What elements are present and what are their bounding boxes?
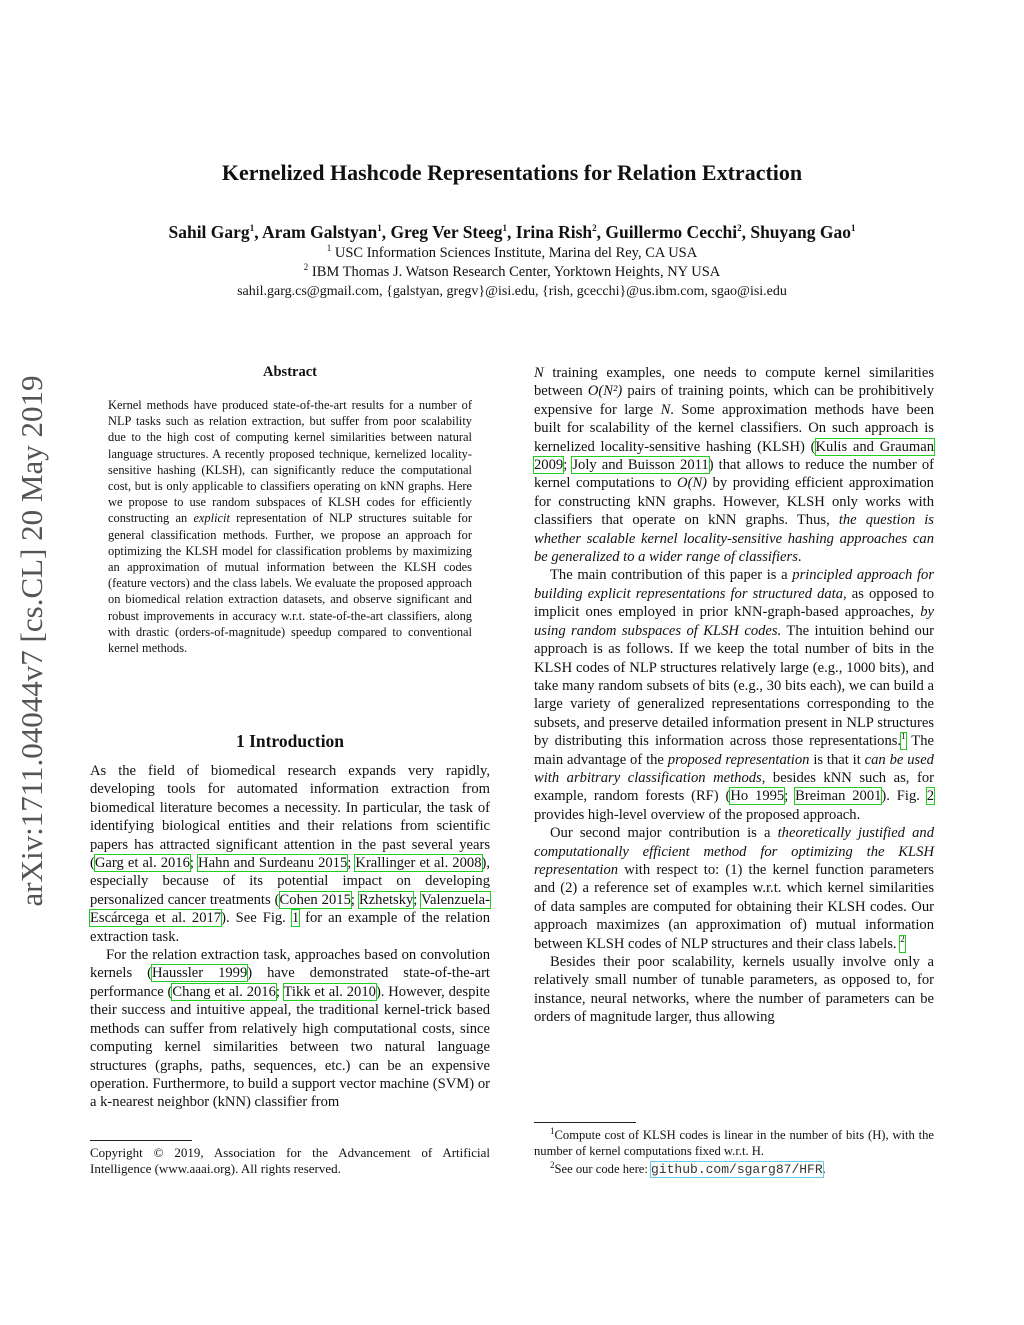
citation-link[interactable]: Krallinger et al. 2008 <box>355 855 482 872</box>
footnote-link[interactable] <box>900 933 905 952</box>
abstract-body <box>108 397 472 656</box>
footnote-number: 1 <box>550 1125 555 1136</box>
footnote-1 <box>534 1127 934 1159</box>
affiliation-mark: 1 <box>377 223 382 234</box>
footnote-text: Compute cost of KLSH codes is linear in the number of bits (H), with the number of kernel computations fixed w.r.t. H. <box>534 1128 934 1158</box>
citation-separator: ; <box>413 891 422 908</box>
author-name: Sahil Garg <box>168 222 250 242</box>
math-expression: O(N) <box>677 475 708 492</box>
footnote-2 <box>534 1161 934 1178</box>
author-list <box>0 222 1024 243</box>
footnote-rule <box>90 1140 192 1141</box>
section-heading-introduction: 1 Introduction <box>235 731 345 751</box>
affiliation-2 <box>0 264 1024 281</box>
emphasis-text: principled approach for building explicit representations for structured data <box>534 567 934 602</box>
author-separator: , <box>381 222 391 242</box>
citation-separator: ; <box>347 855 356 872</box>
citation-link[interactable]: Cohen 2015 <box>279 891 351 908</box>
affiliation-text: USC Information Sciences Institute, Marina del Rey, CA USA <box>331 245 698 261</box>
body-text: ) that allows to reduce the number of kernel computations to <box>534 457 935 492</box>
copyright-notice: Copyright © 2019, Association for the Advancement of Artificial Intelligence (www.aaai.org). All rights reserved. <box>90 1145 490 1176</box>
emphasis-text: the question is whether scalable kernel locality-sensitive hashing approaches can be generalized to a wider range of classifiers <box>534 512 934 566</box>
author-separator: , <box>254 222 262 242</box>
body-text: provides high-level overview of the proposed approach. <box>534 806 861 823</box>
affiliation-mark: 2 <box>737 223 742 234</box>
body-text: . <box>797 549 802 566</box>
figure-link[interactable]: 1 <box>291 910 300 927</box>
affiliation-1 <box>0 245 1024 262</box>
citation-link[interactable]: Chang et al. 2016 <box>172 983 276 1000</box>
body-text: , as opposed to implicit ones employed in prior kNN-graph-based approaches, <box>534 585 934 621</box>
figure-link[interactable]: 2 <box>926 788 935 805</box>
abstract-emphasis: explicit <box>193 511 230 526</box>
author-emails: sahil.garg.cs@gmail.com, {galstyan, gregv}@isi.edu, {rish, gcecchi}@us.ibm.com, sgao@isi.edu <box>237 284 787 299</box>
math-expression: O(N²) <box>587 383 623 400</box>
paper-title: Kernelized Hashcode Representations for Relation Extraction <box>221 160 803 185</box>
citation-separator: ; <box>275 983 284 1000</box>
body-text: As the field of biomedical research expands very rapidly, developing tools for automated information extraction from biomedical literature becomes a necessity. In particular, the task of identifying biological entities and their relations from scientific papers has attracted significant attention in the past several years ( <box>90 763 490 872</box>
author-name: Aram Galstyan <box>261 222 378 242</box>
body-text: ). However, despite their success and intuitive appeal, the traditional kernel-trick based methods can suffer from relatively high computational costs, since computing kernel similarities between two natural language structures (graphs, paths, sequences, etc.) can be an expensive operation. Furthermore, to build a support vector machine (SVM) or a k-nearest neighbor (kNN) classifier from <box>90 983 490 1111</box>
body-text: Besides their poor scalability, kernels usually involve only a relatively small number of tunable parameters, as opposed to, for instance, neural networks, where the number of parameters can be orders of magnitude larger, thus allowing <box>534 954 934 1026</box>
body-text: pairs of training points, which can be prohibitively expensive for large <box>534 383 934 418</box>
footnote-text: . <box>822 1162 826 1176</box>
footnote-mark: 2 <box>900 933 905 944</box>
paragraph <box>534 824 934 953</box>
body-text: training examples, one needs to compute kernel similarities between <box>534 365 934 400</box>
body-text: with respect to: (1) the kernel function parameters and (2) a reference set of examples w.r.t. which kernel similarities of data samples are computed for obtaining their KLSH codes. Our approach maximizes (an approximation of) mutual information between KLSH codes of NLP structures and their class labels. <box>534 861 934 952</box>
author-name: Greg Ver Steeg <box>390 222 503 242</box>
body-text: for an example of the relation extraction task. <box>90 910 491 945</box>
affiliation-mark: 2 <box>592 223 597 234</box>
paragraph <box>534 566 934 824</box>
citation-link[interactable]: Hahn and Surdeanu 2015 <box>198 855 348 872</box>
citation-link[interactable]: Breiman 2001 <box>795 788 882 805</box>
body-text: ) have demonstrated state-of-the-art performance ( <box>90 965 490 1000</box>
left-column <box>90 762 490 1112</box>
body-text: ), especially because of its potential impact on developing personalized cancer treatments ( <box>90 855 491 908</box>
body-text: The intuition behind our approach is as follows. If we keep the total number of bits in the KLSH codes of NLP structures relatively large (e.g., 1000 bits), and take many random subsets of bits (e.g., 30 bits each), we can build a large variety of generalized representations corresponding to the subsets, and preserve detailed information present in NLP structures by distributing this information across those representations. <box>534 622 934 750</box>
abstract-heading: Abstract <box>263 364 317 380</box>
affiliation-mark: 2 <box>303 262 309 273</box>
body-text: is that it <box>809 751 865 768</box>
body-text: The main contribution of this paper is a <box>550 567 793 584</box>
citation-link[interactable]: Valenzuela-Escárcega et al. 2017 <box>90 891 490 927</box>
code-repository-link[interactable]: github.com/sgarg87/HFR <box>651 1162 823 1177</box>
right-column <box>534 364 934 1027</box>
citation-link[interactable]: Haussler 1999 <box>152 965 248 982</box>
body-text: by providing efficient approximation for constructing kNN graphs. However, KLSH only works with classifiers that operate on kNN graphs. Thus, <box>534 475 934 529</box>
body-text: Our second major contribution is a <box>550 825 778 842</box>
author-separator: , <box>596 222 606 242</box>
emphasis-text: by using random subspaces of KLSH codes. <box>534 604 934 639</box>
paragraph <box>90 762 490 946</box>
footnote-rule <box>534 1122 636 1123</box>
citation-link[interactable]: Rzhetsky <box>358 891 414 908</box>
body-text: . Some approximation methods have been built for scalability of the kernel classifiers. On such approach is kernelized locality-sensitive hashing (KLSH) ( <box>534 401 934 455</box>
citation-link[interactable]: Kulis and Grauman 2009 <box>534 438 934 474</box>
arxiv-identifier: arXiv:1711.04044v7 [cs.CL] 20 May 2019 <box>14 375 49 907</box>
affiliation-mark: 1 <box>326 243 332 254</box>
body-text: ). See Fig. <box>221 910 292 927</box>
citation-separator: ; <box>350 891 359 908</box>
citation-separator: ; <box>189 855 199 872</box>
author-name: Irina Rish <box>515 222 593 242</box>
affiliation-mark: 1 <box>249 223 255 234</box>
citation-link[interactable]: Garg et al. 2016 <box>94 855 190 872</box>
body-text: , besides kNN such as, for example, random forests (RF) ( <box>534 769 934 805</box>
math-symbol: N <box>534 365 544 381</box>
footnote-mark: 1 <box>901 731 906 742</box>
footnote-text: See our code here: <box>554 1162 652 1176</box>
emphasis-text: can be used with arbitrary classification methods <box>534 751 934 786</box>
paragraph <box>534 953 934 1027</box>
author-separator: , <box>507 222 516 242</box>
body-text: ). Fig. <box>881 788 927 805</box>
body-text: For the relation extraction task, approaches based on convolution kernels ( <box>90 947 490 982</box>
citation-separator: ; <box>563 457 573 474</box>
abstract-text: representation of NLP structures suitable for general classification methods. Further, we propose an approach for optimizing the KLSH model for classification problems by maximizing an approximation of mutual information between the KLSH codes (feature vectors) and the class labels. We evaluate the proposed approach on biomedical relation extraction datasets, and observe significant and robust improvements in accuracy w.r.t. state-of-the-art classifiers, along with drastic (orders-of-magnitude) speedup compared to conventional kernel methods. <box>108 511 472 656</box>
citation-link[interactable]: Tikk et al. 2010 <box>283 983 376 1000</box>
paragraph <box>90 946 490 1112</box>
author-name: Guillermo Cecchi <box>605 222 738 242</box>
author-separator: , <box>741 222 751 242</box>
affiliation-mark: 1 <box>851 223 856 234</box>
affiliation-text: IBM Thomas J. Watson Research Center, Yorktown Heights, NY USA <box>308 264 721 280</box>
body-text: The main advantage of the <box>534 733 934 768</box>
citation-link[interactable]: Joly and Buisson 2011 <box>572 457 709 474</box>
affiliation-mark: 1 <box>502 223 508 234</box>
emphasis-text: theoretically justified and computationally efficient method for optimizing the KLSH representation <box>534 825 934 878</box>
abstract-text: Kernel methods have produced state-of-the-art results for a number of NLP tasks such as relation extraction, but suffer from poor scalability due to the high cost of computing kernel similarities between natural language structures. A recently proposed technique, kernelized locality-sensitive hashing (KLSH), can significantly reduce the computational cost, but is only applicable to classifiers operating on kNN graphs. Here we propose to use random subspaces of KLSH codes for efficiently constructing an <box>108 398 472 526</box>
footnote-number: 2 <box>550 1159 555 1170</box>
citation-link[interactable]: Ho 1995 <box>730 788 785 805</box>
citation-separator: ; <box>784 788 796 805</box>
emphasis-text: proposed representation <box>667 751 810 768</box>
author-name: Shuyang Gao <box>750 222 852 242</box>
paragraph <box>534 364 934 566</box>
math-symbol: N <box>660 401 671 418</box>
